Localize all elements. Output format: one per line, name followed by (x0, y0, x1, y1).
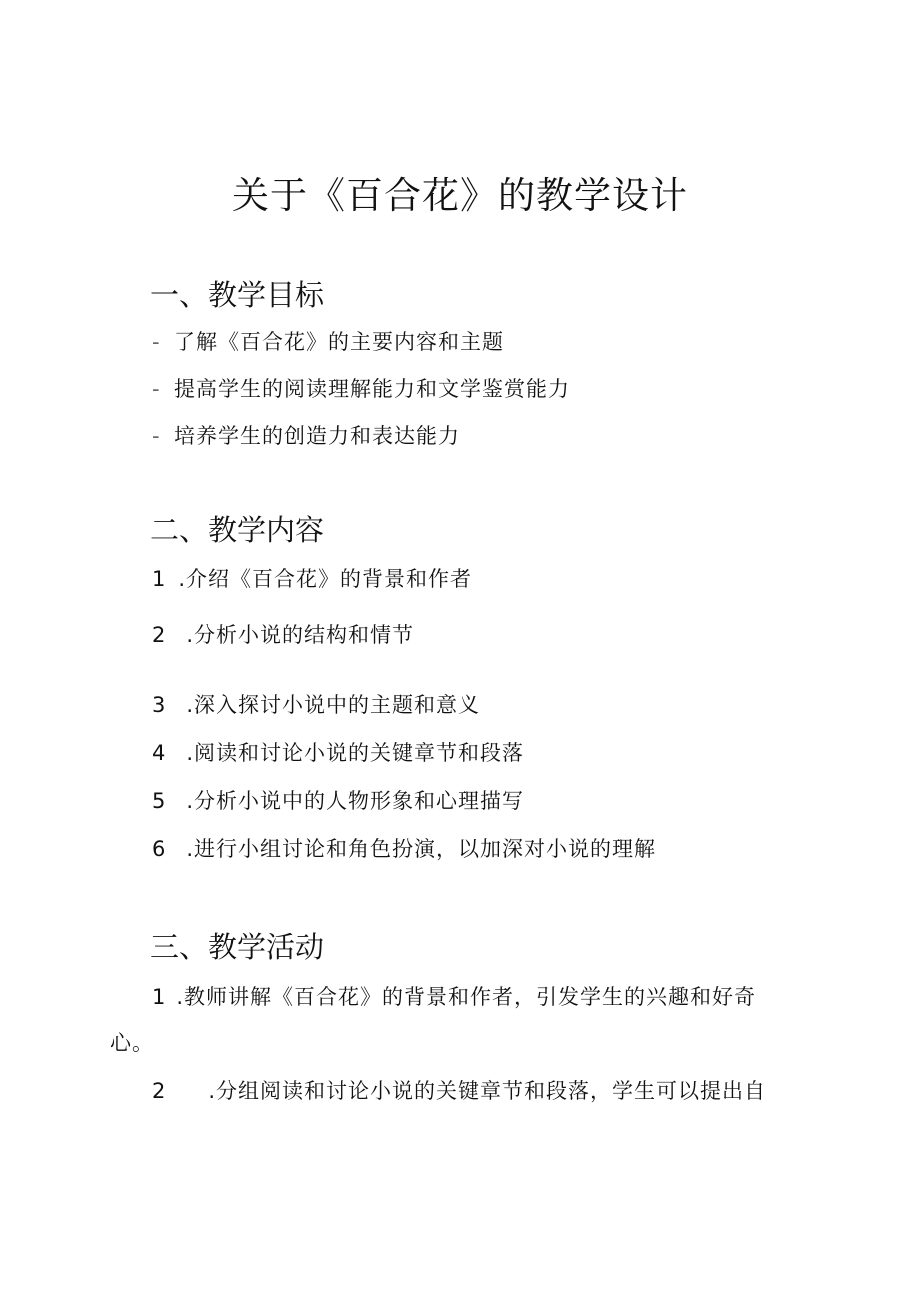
objective-item (152, 374, 570, 404)
list-number: 4 (152, 741, 167, 765)
objective-text: 提高学生的阅读理解能力和文学鉴赏能力 (174, 377, 570, 401)
paragraph-number: 2 (152, 1079, 167, 1103)
list-number: 1 (152, 567, 167, 591)
content-list-item (152, 564, 472, 594)
list-item-text: .分析小说的结构和情节 (186, 623, 415, 647)
bullet-marker: - (152, 424, 161, 448)
content-list-item (152, 834, 656, 864)
bullet-marker: - (152, 377, 161, 401)
list-item-text: .介绍《百合花》的背景和作者 (178, 567, 473, 591)
objective-text: 培养学生的创造力和表达能力 (174, 424, 460, 448)
list-item-text: .深入探讨小说中的主题和意义 (186, 693, 481, 717)
content-list-item (152, 738, 524, 768)
list-item-text: .分析小说中的人物形象和心理描写 (186, 789, 525, 813)
objective-item (152, 421, 460, 451)
bullet-marker: - (152, 330, 161, 354)
section-heading-objectives: 一、教学目标 (150, 278, 325, 312)
list-number: 6 (152, 837, 167, 861)
objective-text: 了解《百合花》的主要内容和主题 (174, 330, 504, 354)
content-list-item (152, 786, 524, 816)
content-list-item (152, 620, 414, 650)
section-heading-content: 二、教学内容 (150, 513, 325, 547)
list-number: 3 (152, 693, 167, 717)
section-heading-activities: 三、教学活动 (150, 930, 325, 964)
list-number: 5 (152, 789, 167, 813)
activity-paragraph-continuation: 心。 (110, 1031, 154, 1055)
content-list-item (152, 690, 480, 720)
paragraph-text: .教师讲解《百合花》的背景和作者，引发学生的兴趣和好奇 (176, 985, 757, 1009)
activity-paragraph-line (152, 982, 756, 1012)
objective-item (152, 327, 504, 357)
paragraph-number: 1 (152, 985, 167, 1009)
activity-paragraph-line (152, 1076, 766, 1106)
paragraph-text: .分组阅读和讨论小说的关键章节和段落，学生可以提出自 (208, 1079, 767, 1103)
list-item-text: .进行小组讨论和角色扮演，以加深对小说的理解 (186, 837, 657, 861)
list-item-text: .阅读和讨论小说的关键章节和段落 (186, 741, 525, 765)
list-number: 2 (152, 623, 167, 647)
document-title: 关于《百合花》的教学设计 (232, 174, 688, 217)
